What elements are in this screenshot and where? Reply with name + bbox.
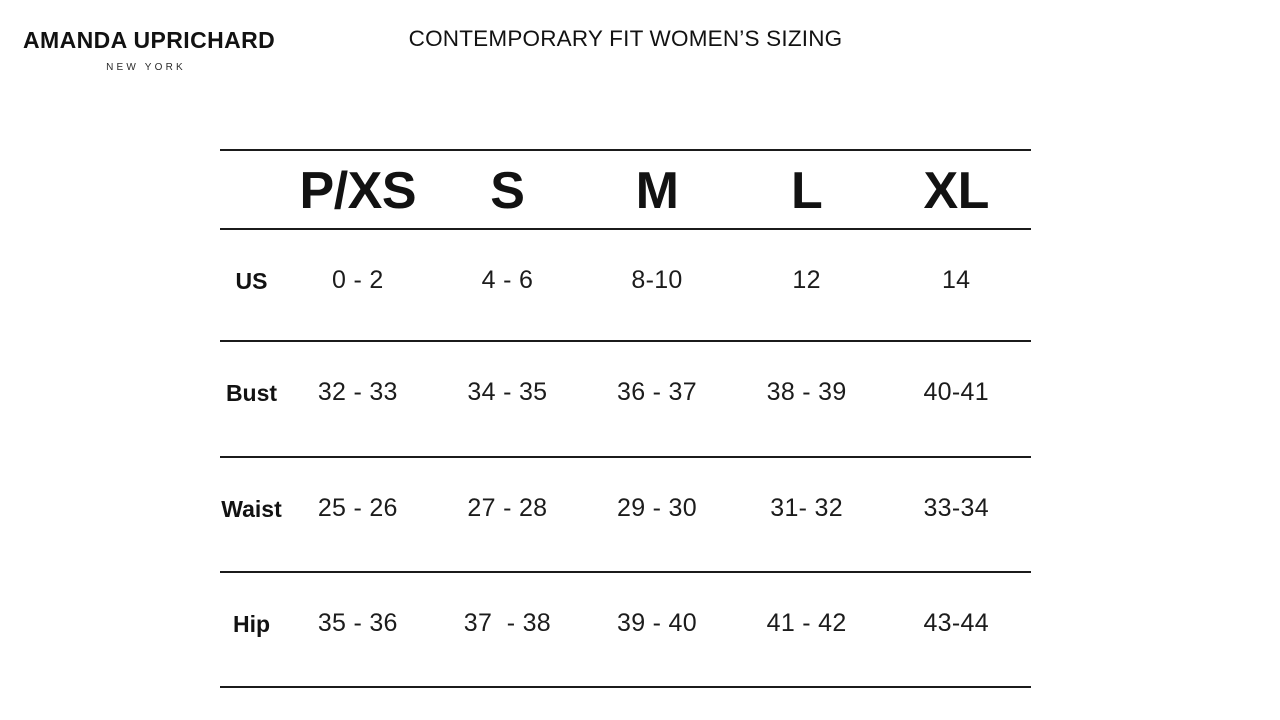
table-row-us bbox=[220, 229, 1031, 341]
cell-bust-s: 34 - 35 bbox=[467, 378, 548, 406]
cell-hip-s: 37 - 38 bbox=[463, 609, 551, 637]
cell-bust-pxs: 32 - 33 bbox=[317, 378, 398, 406]
size-header-l: L bbox=[790, 162, 823, 220]
row-label-bust: Bust bbox=[225, 380, 278, 406]
row-label-hip: Hip bbox=[232, 611, 271, 637]
cell-waist-l: 31- 32 bbox=[770, 494, 843, 522]
cell-hip-xl: 43-44 bbox=[923, 609, 989, 637]
cell-us-l: 12 bbox=[792, 266, 821, 294]
corner-cell bbox=[220, 150, 283, 229]
cell-us-pxs: 0 - 2 bbox=[332, 266, 384, 294]
cell-bust-m: 36 - 37 bbox=[617, 378, 697, 406]
page-title: CONTEMPORARY FIT WOMEN’S SIZING bbox=[408, 26, 843, 51]
cell-waist-xl: 33-34 bbox=[923, 494, 989, 522]
cell-hip-l: 41 - 42 bbox=[766, 609, 847, 637]
table-row-bust bbox=[220, 341, 1031, 457]
size-header-xl: XL bbox=[923, 162, 989, 220]
brand-city-subtitle: NEW YORK bbox=[106, 62, 186, 73]
cell-bust-xl: 40-41 bbox=[923, 378, 989, 406]
table-row-hip bbox=[220, 572, 1031, 687]
cell-us-s: 4 - 6 bbox=[481, 266, 534, 294]
size-header-row bbox=[220, 150, 1031, 229]
cell-us-xl: 14 bbox=[941, 266, 971, 294]
cell-hip-pxs: 35 - 36 bbox=[317, 609, 398, 637]
size-header-pxs: P/XS bbox=[299, 162, 417, 220]
size-chart-table bbox=[220, 149, 1031, 688]
size-header-s: S bbox=[490, 162, 525, 220]
size-header-m: M bbox=[635, 162, 679, 220]
table-row-waist bbox=[220, 457, 1031, 572]
cell-waist-s: 27 - 28 bbox=[467, 494, 548, 522]
row-label-us: US bbox=[235, 268, 268, 294]
cell-hip-m: 39 - 40 bbox=[617, 609, 697, 637]
cell-waist-m: 29 - 30 bbox=[617, 494, 697, 522]
cell-waist-pxs: 25 - 26 bbox=[317, 494, 398, 522]
cell-us-m: 8-10 bbox=[631, 266, 683, 294]
brand-name: AMANDA UPRICHARD bbox=[23, 27, 276, 53]
cell-bust-l: 38 - 39 bbox=[766, 378, 847, 406]
row-label-waist: Waist bbox=[221, 496, 282, 522]
